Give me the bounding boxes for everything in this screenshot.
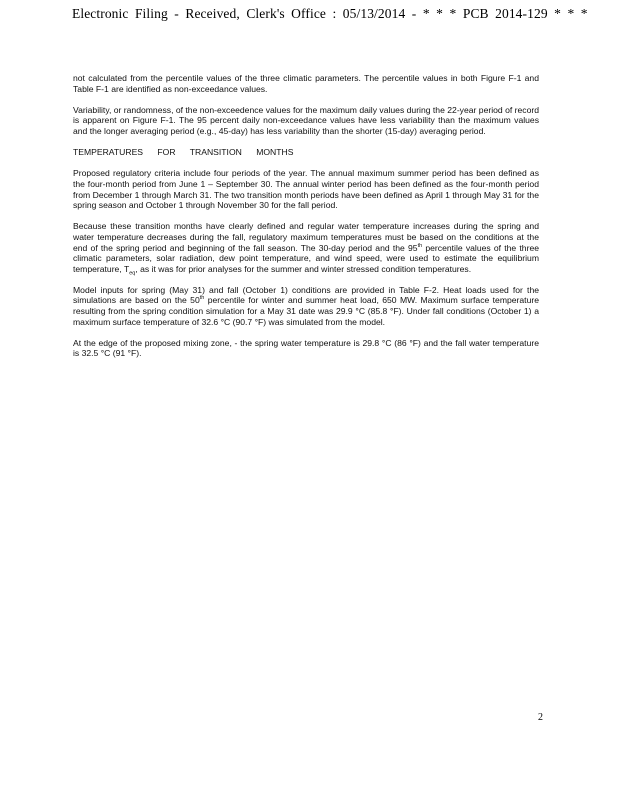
superscript: th xyxy=(417,242,423,249)
paragraph-variability: Variability, or randomness, of the non-exceedence values for the maximum daily values during the 22-year period of record is apparent on Figure F-1. The 95 percent daily non-exceedance values have less variability than the maximum values and the longer averaging period (e.g., 45-day) has less variability than the shorter (15-day) averaging period. xyxy=(73,104,539,136)
superscript: th xyxy=(199,295,205,302)
document-body xyxy=(73,73,539,370)
text-run: percentile values of the three climatic parameters, solar radiation, dew point temperature, and wind speed, were used to estimate the equilibrium temperature, T xyxy=(73,242,540,274)
paragraph-percentile-note: not calculated from the percentile values of the three climatic parameters. The percentile values in both Figure F-1 and Table F-1 are identified as non-exceedance values. xyxy=(73,73,539,94)
section-heading-transition-months: TEMPERATURES FOR TRANSITION MONTHS xyxy=(73,147,294,158)
paragraph-regulatory-periods: Proposed regulatory criteria include four periods of the year. The annual maximum summer period has been defined as the four-month period from June 1 – September 30. The annual winter period has been defined as the four-month period from December 1 through March 31. The two transition month periods have been defined as April 1 through May 31 for the spring season and October 1 through November 30 for the fall period. xyxy=(73,168,539,211)
paragraph-mixing-zone: At the edge of the proposed mixing zone, - the spring water temperature is 29.8 °C (86 °F) and the fall water temperature is 32.5 °C (91 °F). xyxy=(73,337,539,359)
text-run: Model inputs for spring (May 31) and fall (October 1) conditions are provided in Table F-2. Heat loads used for the simulations are based on the 50 xyxy=(73,284,539,306)
text-run: Because these transition months have clearly defined and regular water temperature increases during the spring and water temperature decreases during the fall, regulatory maximum temperatures must be based on the conditions at the end of the spring period and beginning of the fall season. The 30-day period and the 95 xyxy=(73,221,539,253)
text-run: , as it was for prior analyses for the summer and winter stressed condition temperatures. xyxy=(135,263,472,274)
filing-header: Electronic Filing - Received, Clerk's Office : 05/13/2014 - * * * PCB 2014-129 * * * xyxy=(72,6,588,21)
paragraph-model-inputs xyxy=(73,285,539,327)
subscript: eq xyxy=(129,270,136,277)
text-run: percentile for winter and summer heat load, 650 MW. Maximum surface temperature resulting from the spring condition simulation for a May 31 date was 29.9 °C (85.8 °F). Under fall conditions (October 1) a maximum surface temperature of 32.6 °C (90.7 °F) was simulated from the model. xyxy=(73,295,539,327)
page-number: 2 xyxy=(538,712,543,723)
paragraph-transition-months xyxy=(73,221,540,277)
